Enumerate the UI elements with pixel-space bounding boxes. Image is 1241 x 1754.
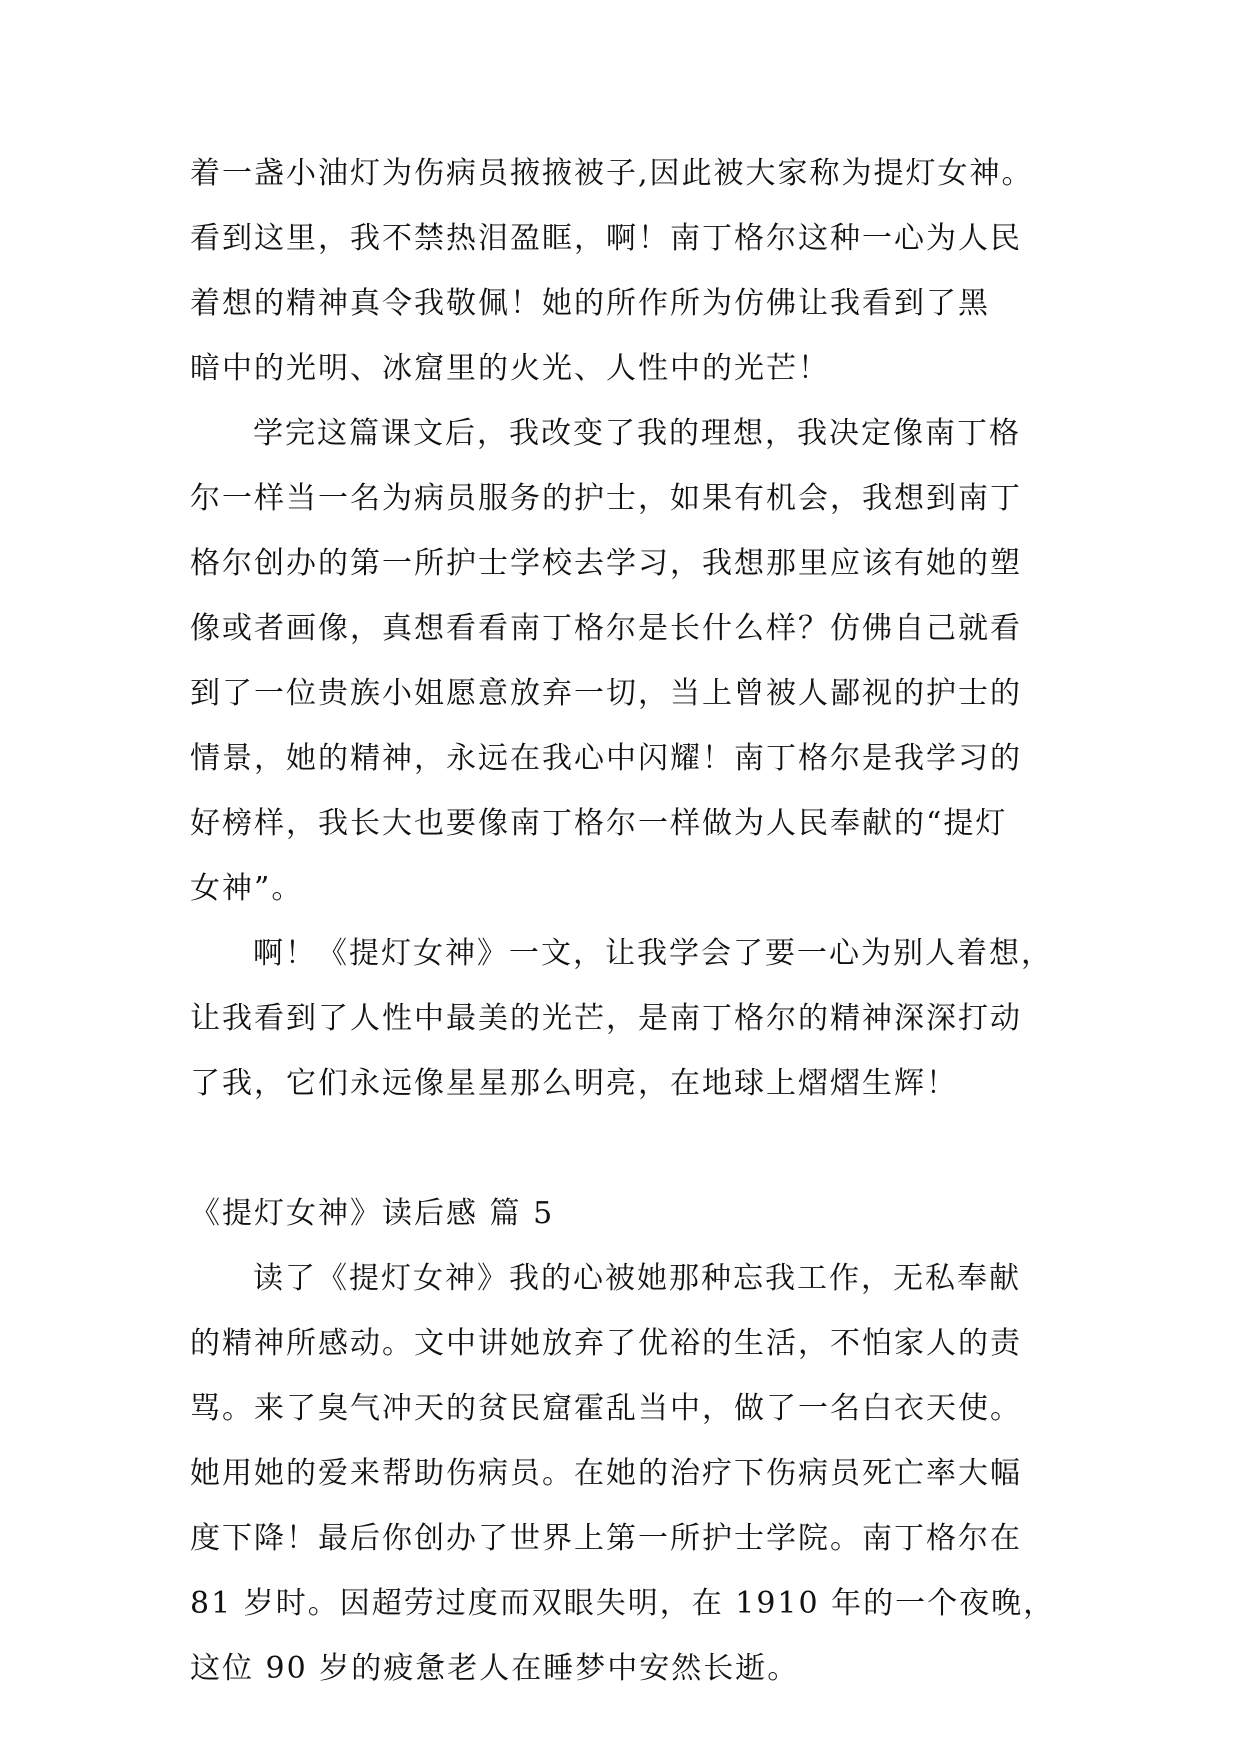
paragraph-line: 格尔创办的第一所护士学校去学习，我想那里应该有她的塑	[190, 546, 1022, 581]
paragraph-line: 着想的精神真令我敬佩！她的所作所为仿佛让我看到了黑	[190, 286, 990, 321]
paragraph-line: 像或者画像，真想看看南丁格尔是长什么样？仿佛自己就看	[190, 611, 1022, 646]
paragraph-line: 学完这篇课文后，我改变了我的理想，我决定像南丁格	[253, 416, 1021, 451]
paragraph-line: 尔一样当一名为病员服务的护士，如果有机会，我想到南丁	[190, 481, 1022, 516]
section-title: 《提灯女神》读后感 篇 5	[190, 1196, 555, 1231]
paragraph-line: 骂。来了臭气冲天的贫民窟霍乱当中，做了一名白衣天使。	[190, 1391, 1022, 1426]
paragraph-line: 度下降！最后你创办了世界上第一所护士学院。南丁格尔在	[190, 1521, 1022, 1556]
paragraph-line: 好榜样，我长大也要像南丁格尔一样做为人民奉献的“提灯	[190, 806, 1008, 841]
paragraph-line: 看到这里，我不禁热泪盈眶，啊！南丁格尔这种一心为人民	[190, 221, 1022, 256]
paragraph-line: 读了《提灯女神》我的心被她那种忘我工作，无私奉献	[253, 1261, 1021, 1296]
paragraph-line: 啊！《提灯女神》一文，让我学会了要一心为别人着想，	[253, 936, 1053, 971]
paragraph-line: 她用她的爱来帮助伤病员。在她的治疗下伤病员死亡率大幅	[190, 1456, 1022, 1491]
paragraph-line: 到了一位贵族小姐愿意放弃一切，当上曾被人鄙视的护士的	[190, 676, 1022, 711]
paragraph-line: 着一盏小油灯为伤病员掖掖被子,因此被大家称为提灯女神。	[190, 156, 1034, 191]
paragraph-line: 了我，它们永远像星星那么明亮，在地球上熠熠生辉！	[190, 1066, 958, 1101]
paragraph-line: 这位 90 岁的疲惫老人在睡梦中安然长逝。	[190, 1651, 800, 1686]
paragraph-line: 女神”。	[190, 871, 304, 906]
paragraph-line: 暗中的光明、冰窟里的火光、人性中的光芒！	[190, 351, 830, 386]
paragraph-line: 让我看到了人性中最美的光芒，是南丁格尔的精神深深打动	[190, 1001, 1022, 1036]
paragraph-line: 情景，她的精神，永远在我心中闪耀！南丁格尔是我学习的	[190, 741, 1022, 776]
paragraph-line: 的精神所感动。文中讲她放弃了优裕的生活，不怕家人的责	[190, 1326, 1022, 1361]
paragraph-line: 81 岁时。因超劳过度而双眼失明，在 1910 年的一个夜晚，	[190, 1586, 1056, 1621]
